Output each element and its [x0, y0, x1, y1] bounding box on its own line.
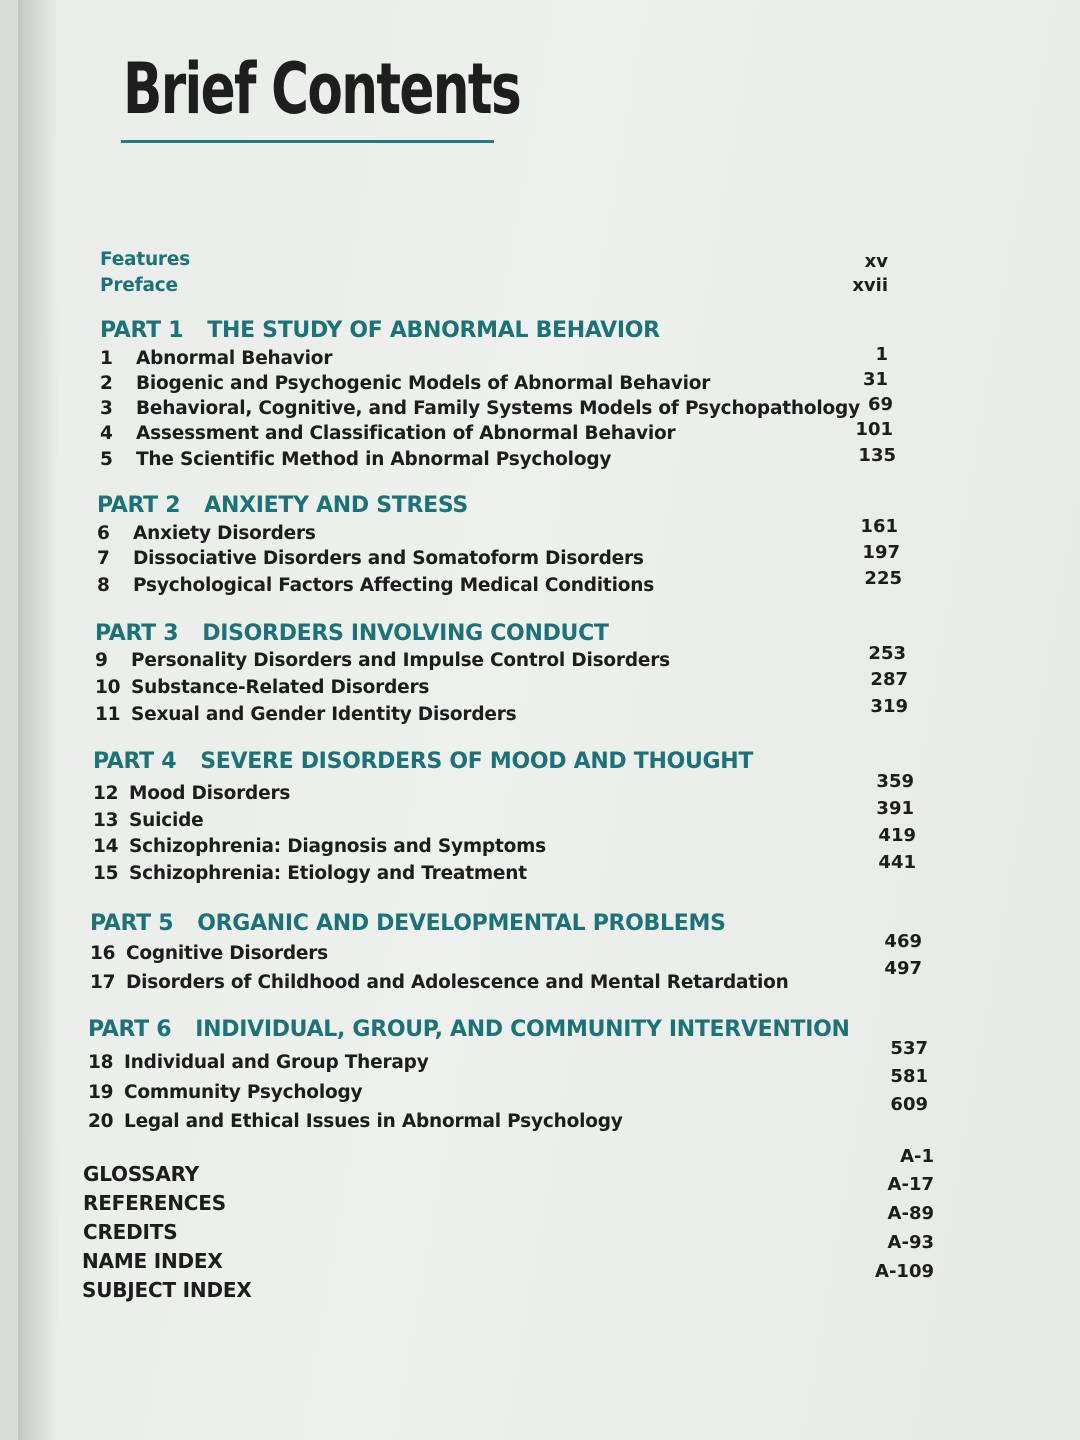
chapter-title: Schizophrenia: Diagnosis and Symptoms — [129, 836, 546, 857]
chapter-title: Anxiety Disorders — [133, 523, 316, 544]
chapter-number: 6 — [97, 523, 110, 544]
chapter-number: 19 — [88, 1082, 114, 1103]
toc-chapter — [93, 863, 527, 884]
toc-chapter — [88, 1082, 362, 1103]
toc-page-references: A-17 — [887, 1174, 934, 1195]
toc-chapter — [97, 575, 654, 596]
toc-chapter — [100, 449, 611, 470]
toc-entry-references: REFERENCES — [83, 1191, 226, 1215]
toc-page-name-index: A-93 — [887, 1232, 934, 1253]
chapter-number: 3 — [100, 398, 113, 419]
part-heading — [88, 1017, 850, 1042]
chapter-number: 16 — [90, 943, 116, 964]
chapter-number: 8 — [97, 575, 110, 596]
toc-chapter — [93, 783, 290, 804]
chapter-page: 197 — [862, 542, 900, 563]
part-label: PART 5 — [90, 911, 174, 936]
part-heading — [90, 911, 726, 936]
chapter-title: Assessment and Classification of Abnormal Behavior — [136, 423, 676, 444]
toc-chapter — [88, 1052, 429, 1073]
chapter-page: 441 — [878, 852, 916, 873]
chapter-page: 1 — [875, 344, 888, 365]
chapter-title: The Scientific Method in Abnormal Psychology — [136, 449, 612, 470]
chapter-number: 5 — [100, 449, 113, 470]
toc-entry-glossary: GLOSSARY — [83, 1162, 200, 1186]
chapter-title: Cognitive Disorders — [126, 943, 328, 964]
toc-chapter — [93, 810, 204, 831]
toc-chapter — [100, 373, 710, 394]
part-title: THE STUDY OF ABNORMAL BEHAVIOR — [207, 318, 660, 343]
toc-chapter — [88, 1111, 623, 1132]
table-of-contents — [18, 0, 1080, 1440]
chapter-number: 20 — [88, 1111, 114, 1132]
part-heading — [95, 621, 609, 646]
chapter-title: Psychological Factors Affecting Medical Conditions — [133, 575, 655, 596]
part-heading — [93, 749, 753, 774]
chapter-page: 161 — [860, 516, 898, 537]
toc-chapter — [97, 548, 644, 569]
chapter-title: Mood Disorders — [129, 783, 291, 804]
chapter-page: 319 — [870, 696, 908, 717]
toc-entry-name-index: NAME INDEX — [82, 1249, 223, 1273]
chapter-title: Legal and Ethical Issues in Abnormal Psychology — [124, 1111, 623, 1132]
toc-chapter — [95, 704, 516, 725]
page-title: Brief Contents — [123, 48, 521, 130]
toc-chapter — [100, 423, 675, 444]
toc-page-preface: xvii — [852, 275, 888, 296]
chapter-page: 537 — [890, 1038, 928, 1059]
toc-entry-subject-index: SUBJECT INDEX — [82, 1278, 252, 1302]
chapter-number: 11 — [95, 704, 121, 725]
chapter-title: Suicide — [129, 810, 204, 831]
toc-chapter — [100, 398, 860, 419]
chapter-number: 13 — [93, 810, 119, 831]
chapter-title: Community Psychology — [124, 1082, 363, 1103]
chapter-page: 609 — [890, 1094, 928, 1115]
chapter-number: 10 — [95, 677, 121, 698]
part-label: PART 4 — [93, 749, 177, 774]
book-page — [18, 0, 1080, 1440]
chapter-title: Substance-Related Disorders — [131, 677, 430, 698]
toc-chapter — [90, 943, 328, 964]
chapter-title: Behavioral, Cognitive, and Family Systems Models of Psychopathology — [136, 398, 860, 419]
chapter-title: Schizophrenia: Etiology and Treatment — [129, 863, 527, 884]
chapter-title: Individual and Group Therapy — [124, 1052, 429, 1073]
chapter-page: 391 — [876, 798, 914, 819]
part-heading — [100, 318, 660, 343]
part-label: PART 3 — [95, 621, 179, 646]
chapter-page: 469 — [884, 931, 922, 952]
chapter-page: 101 — [855, 419, 893, 440]
chapter-title: Biogenic and Psychogenic Models of Abnormal Behavior — [136, 373, 711, 394]
toc-chapter — [95, 650, 670, 671]
chapter-number: 4 — [100, 423, 113, 444]
part-title: SEVERE DISORDERS OF MOOD AND THOUGHT — [200, 749, 754, 774]
chapter-number: 15 — [93, 863, 119, 884]
toc-chapter — [100, 348, 332, 369]
chapter-number: 1 — [100, 348, 113, 369]
toc-chapter — [95, 677, 429, 698]
toc-page-credits: A-89 — [887, 1203, 934, 1224]
chapter-page: 359 — [876, 771, 914, 792]
chapter-number: 12 — [93, 783, 119, 804]
toc-page-glossary: A-1 — [900, 1146, 934, 1167]
part-title: DISORDERS INVOLVING CONDUCT — [202, 621, 609, 646]
toc-entry-features: Features — [100, 249, 191, 270]
part-heading — [97, 493, 468, 518]
chapter-page: 225 — [864, 568, 902, 589]
toc-chapter — [90, 972, 789, 993]
chapter-page: 581 — [890, 1066, 928, 1087]
toc-entry-preface: Preface — [100, 275, 178, 296]
chapter-number: 17 — [90, 972, 116, 993]
chapter-page: 69 — [867, 394, 893, 415]
toc-chapter — [93, 836, 546, 857]
toc-page-features: xv — [864, 251, 888, 272]
chapter-number: 9 — [95, 650, 108, 671]
part-title: ORGANIC AND DEVELOPMENTAL PROBLEMS — [197, 911, 726, 936]
chapter-title: Personality Disorders and Impulse Control Disorders — [131, 650, 670, 671]
chapter-title: Sexual and Gender Identity Disorders — [131, 704, 517, 725]
part-title: ANXIETY AND STRESS — [204, 493, 468, 518]
toc-entry-credits: CREDITS — [83, 1220, 178, 1244]
chapter-number: 18 — [88, 1052, 114, 1073]
chapter-title: Abnormal Behavior — [136, 348, 333, 369]
chapter-title: Disorders of Childhood and Adolescence and Mental Retardation — [126, 972, 789, 993]
chapter-title: Dissociative Disorders and Somatoform Disorders — [133, 548, 644, 569]
chapter-page: 31 — [862, 369, 888, 390]
part-title: INDIVIDUAL, GROUP, AND COMMUNITY INTERVENTION — [195, 1017, 850, 1042]
chapter-page: 135 — [858, 445, 896, 466]
chapter-number: 7 — [97, 548, 110, 569]
chapter-page: 253 — [868, 643, 906, 664]
toc-chapter — [97, 523, 316, 544]
chapter-number: 14 — [93, 836, 119, 857]
chapter-page: 497 — [884, 958, 922, 979]
chapter-number: 2 — [100, 373, 113, 394]
chapter-page: 287 — [870, 669, 908, 690]
part-label: PART 6 — [88, 1017, 172, 1042]
chapter-page: 419 — [878, 825, 916, 846]
part-label: PART 2 — [97, 493, 181, 518]
part-label: PART 1 — [100, 318, 184, 343]
toc-page-subject-index: A-109 — [875, 1261, 934, 1282]
